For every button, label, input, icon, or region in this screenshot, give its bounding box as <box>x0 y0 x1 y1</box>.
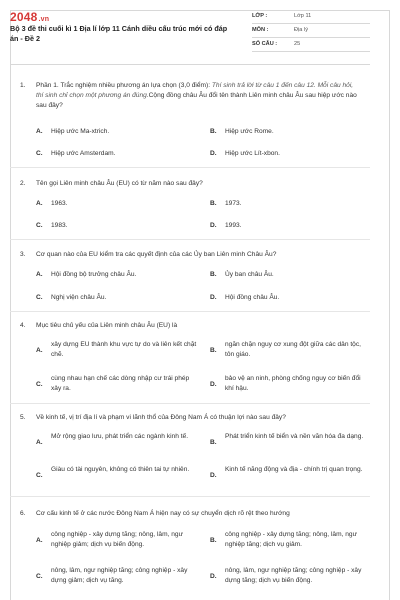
option-5a[interactable]: A. Mở rộng giao lưu, phát triển các ngành kinh tế. <box>36 433 189 446</box>
option-6b[interactable]: B. công nghiệp - xây dựng tăng; nông, lâm, ngư nghiệp tăng; dịch vụ giảm. <box>210 531 357 548</box>
option-5b[interactable]: B. Phát triển kinh tế biển và nền văn hóa đa dạng. <box>210 433 364 446</box>
option-4c[interactable]: C. cùng nhau hạn chế các dòng nhập cư trái phép xảy ra. <box>36 375 190 392</box>
meta-subject: MÔN : Địa lý <box>252 24 370 38</box>
option-4b[interactable]: B. ngăn chặn nguy cơ xung đột giữa các dân tộc, tôn giáo. <box>210 341 361 358</box>
site-logo[interactable]: 2048.vn <box>10 10 50 24</box>
question-text: Tên gọi Liên minh châu Âu (EU) có từ năm nào sau đây? <box>36 180 203 187</box>
meta-info <box>252 10 370 52</box>
option-5d[interactable]: D. Kinh tế năng động và địa - chính trị quan trọng. <box>210 466 363 479</box>
question-text: Cơ cấu kinh tế ở các nước Đông Nam Á hiện nay có sự chuyển dịch rõ rệt theo hướng <box>36 510 290 517</box>
meta-count: SỐ CÂU : 25 <box>252 38 370 52</box>
document-title: Bộ 3 đề thi cuối kì 1 Địa lí lớp 11 Cánh diều cấu trúc mới có đáp án - Đề 2 <box>10 24 228 43</box>
question-divider <box>10 239 370 240</box>
question-text: Mục tiêu chủ yếu của Liên minh châu Âu (EU) là <box>36 322 178 329</box>
option-6d[interactable]: D. nông, lâm, ngư nghiệp tăng; công nghiệp - xây dựng tăng; dịch vụ biến động. <box>210 567 362 584</box>
option-5c[interactable]: C. Giàu có tài nguyên, không có thiên tai tự nhiên. <box>36 466 190 479</box>
document-header <box>10 10 370 52</box>
question-text: Phần 1. Trắc nghiệm nhiều phương án lựa chọn (3,0 điểm): Thí sinh trả lời từ câu 1 đến câu 12. Mỗi câu hỏi, thí sinh chỉ chọn một phương án đúng.Cộng đồng châu Âu đổi tên thành Liên minh châu Âu sau hiệp ước nào sau đây? <box>36 82 357 109</box>
header-divider <box>10 64 370 65</box>
question-divider <box>10 496 370 497</box>
option-6a[interactable]: A. công nghiệp - xây dựng tăng; nông, lâm, ngư nghiệp giảm; dịch vụ biến động. <box>36 531 183 548</box>
question-divider <box>10 311 370 312</box>
question-text: Cơ quan nào của EU kiểm tra các quyết định của các Ủy ban Liên minh Châu Âu? <box>36 251 277 258</box>
question-divider <box>10 167 370 168</box>
meta-class: LỚP : Lớp 11 <box>252 10 370 24</box>
option-4d[interactable]: D. bảo vệ an ninh, phòng chống nguy cơ biến đổi khí hậu. <box>210 375 361 392</box>
question-text: Về kinh tế, vị trí địa lí và phạm vi lãnh thổ của Đông Nam Á có thuận lợi nào sau đây? <box>36 414 286 421</box>
option-6c[interactable]: C. nông, lâm, ngư nghiệp tăng; công nghiệp - xây dựng giảm; dịch vụ tăng. <box>36 567 188 584</box>
question-divider <box>10 403 370 404</box>
option-4a[interactable]: A. xây dựng EU thành khu vực tự do và liên kết chặt chẽ. <box>36 341 197 358</box>
